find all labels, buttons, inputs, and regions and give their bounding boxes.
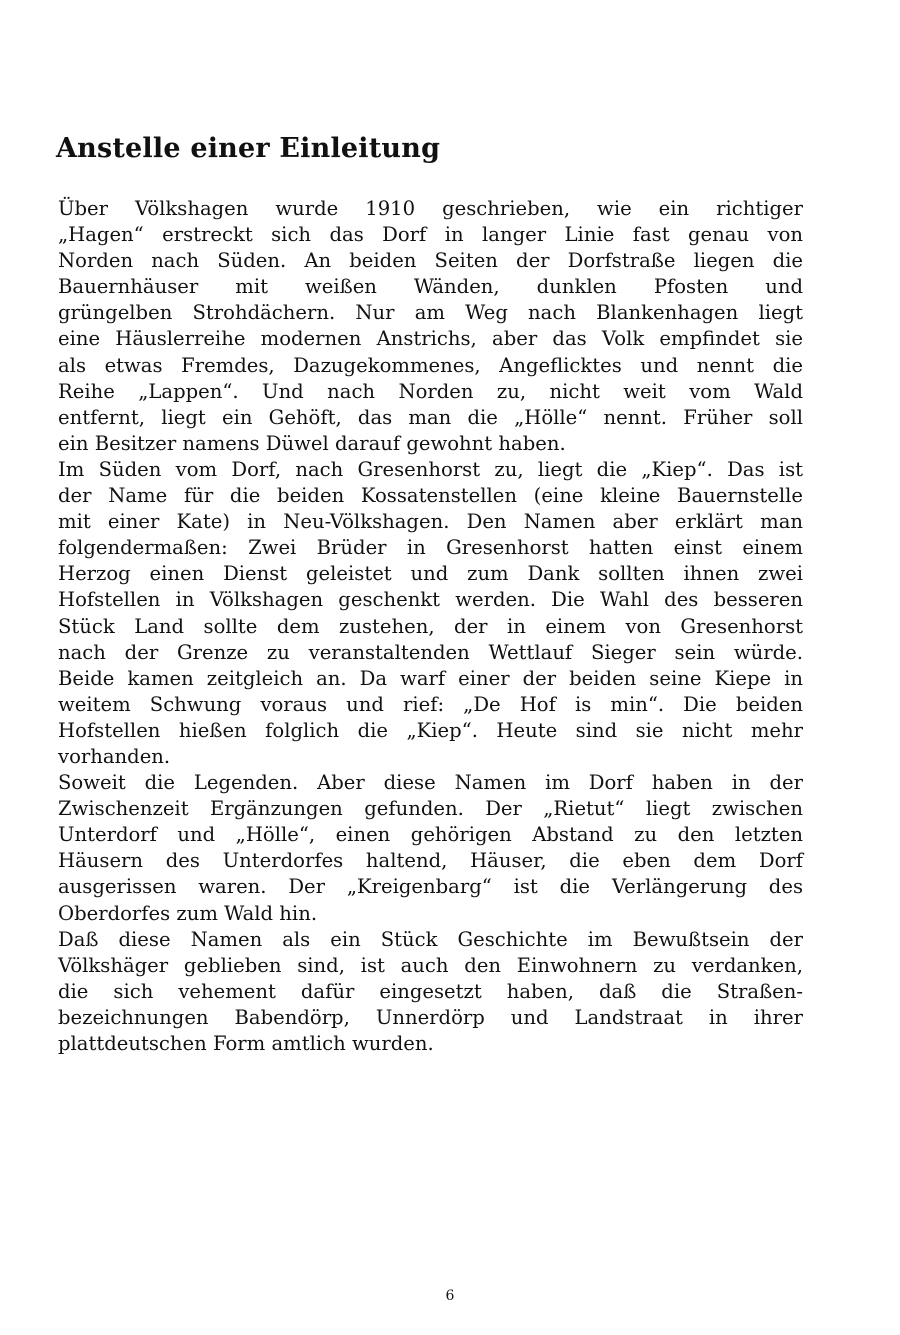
body-text <box>58 196 803 1057</box>
page-number: 6 <box>445 1288 455 1304</box>
text-line: bezeichnungen Babendörp, Unnerdörp und Landstraat in ihrer <box>58 1005 803 1029</box>
paragraph-3 <box>58 770 803 927</box>
text-line: entfernt, liegt ein Gehöft, das man die „Hölle“ nennt. Früher soll <box>58 405 803 429</box>
text-line: Herzog einen Dienst geleistet und zum Dank sollten ihnen zwei <box>58 562 803 586</box>
text-line: Über Völkshagen wurde 1910 geschrieben, wie ein richtiger <box>58 197 803 220</box>
text-line: ein Besitzer namens Düwel darauf gewohnt haben. <box>58 431 566 455</box>
text-line: Unterdorf und „Hölle“, einen gehörigen Abstand zu den letzten <box>58 823 803 847</box>
text-line: vorhanden. <box>58 744 171 768</box>
text-line: Zwischenzeit Ergänzungen gefunden. Der „Rietut“ liegt zwischen <box>58 797 803 821</box>
text-line: Stück Land sollte dem zustehen, der in einem von Gresenhorst <box>58 614 803 638</box>
text-line: Völkshäger geblieben sind, ist auch den Einwohnern zu verdanken, <box>58 953 803 977</box>
text-line: Oberdorfes zum Wald hin. <box>58 901 318 925</box>
text-line: Bauernhäuser mit weißen Wänden, dunklen Pfosten und <box>58 275 803 299</box>
text-line: Häusern des Unterdorfes haltend, Häuser, die eben dem Dorf <box>58 849 803 873</box>
text-line: Soweit die Legenden. Aber diese Namen im Dorf haben in der <box>58 771 803 795</box>
text-line: eine Häuslerreihe modernen Anstrichs, aber das Volk empfindet sie <box>58 327 803 351</box>
text-line: mit einer Kate) in Neu-Völkshagen. Den Namen aber erklärt man <box>58 510 803 534</box>
text-line: Hofstellen in Völkshagen geschenkt werden. Die Wahl des besseren <box>58 588 803 612</box>
text-line: der Name für die beiden Kossatenstellen (eine kleine Bauernstelle <box>58 484 803 508</box>
paragraph-4 <box>58 927 803 1057</box>
text-line: Im Süden vom Dorf, nach Gresenhorst zu, liegt die „Kiep“. Das ist <box>58 457 803 481</box>
text-line: Norden nach Süden. An beiden Seiten der Dorfstraße liegen die <box>58 249 803 273</box>
text-line: folgendermaßen: Zwei Brüder in Gresenhorst hatten einst einem <box>58 536 803 560</box>
text-line: weitem Schwung voraus und rief: „De Hof is min“. Die beiden <box>58 692 803 716</box>
text-line: Beide kamen zeitgleich an. Da warf einer der beiden seine Kiepe in <box>58 666 803 690</box>
page-heading: Anstelle einer Einleitung <box>56 133 441 164</box>
text-line: die sich vehement dafür eingesetzt haben, daß die Straßen- <box>58 979 803 1003</box>
text-line: Reihe „Lappen“. Und nach Norden zu, nicht weit vom Wald <box>58 379 803 403</box>
text-line: grüngelben Strohdächern. Nur am Weg nach Blankenhagen liegt <box>58 301 803 325</box>
paragraph-2 <box>58 457 803 770</box>
text-line: Hofstellen hießen folglich die „Kiep“. Heute sind sie nicht mehr <box>58 718 803 742</box>
text-line: als etwas Fremdes, Dazugekommenes, Angeflicktes und nennt die <box>58 353 803 377</box>
text-line: nach der Grenze zu veranstaltenden Wettlauf Sieger sein würde. <box>58 640 803 664</box>
text-line: ausgerissen waren. Der „Kreigenbarg“ ist die Verlängerung des <box>58 875 803 899</box>
text-line: plattdeutschen Form amtlich wurden. <box>58 1032 434 1055</box>
paragraph-1 <box>58 196 803 457</box>
text-line: Daß diese Namen als ein Stück Geschichte im Bewußtsein der <box>58 927 803 951</box>
text-line: „Hagen“ erstreckt sich das Dorf in langer Linie fast genau von <box>58 223 803 247</box>
